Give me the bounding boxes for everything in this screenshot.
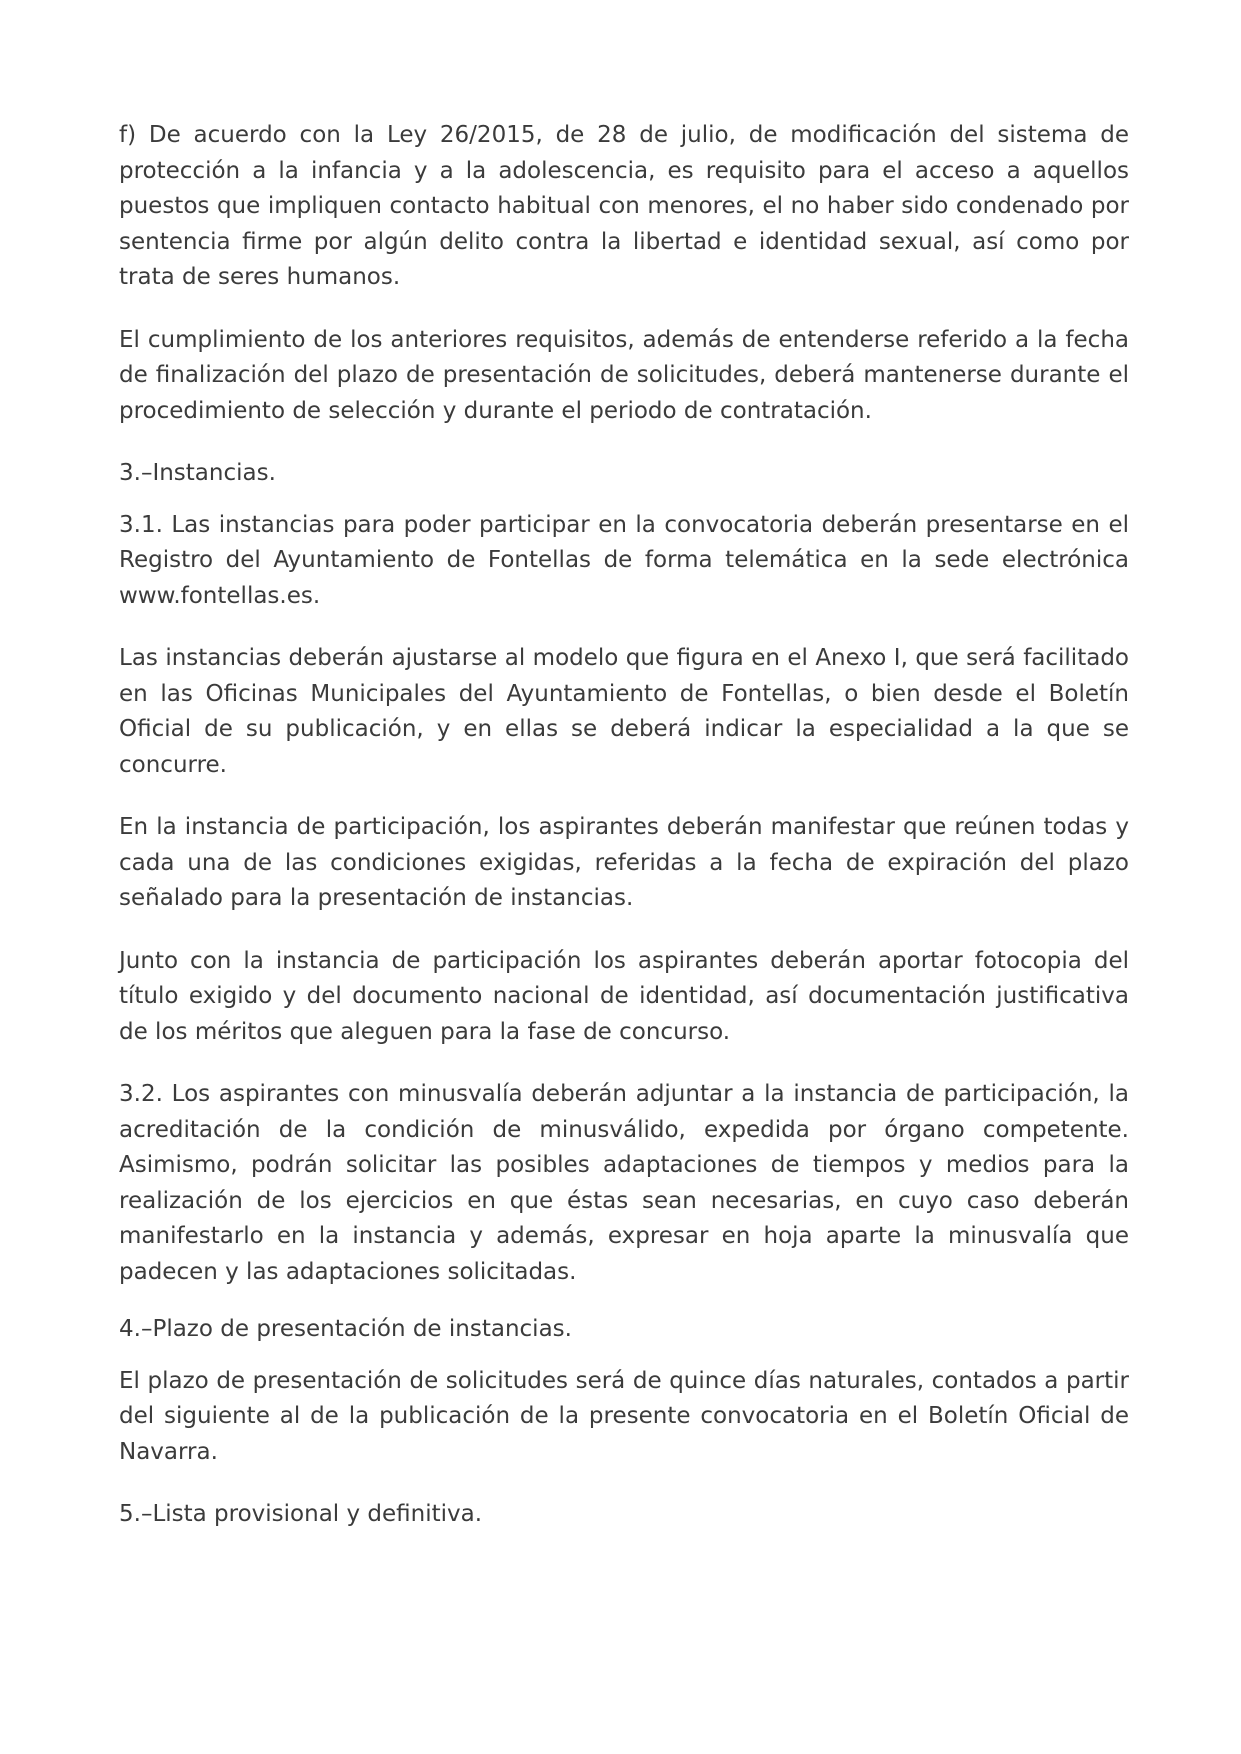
document-page [119,118,1129,1533]
paragraph-plazo-presentacion: El plazo de presentación de solicitudes será de quince días naturales, contados a partir del siguiente al de la publicación de la presente convocatoria en el Boletín Oficial de Navarra. [119,1367,1129,1465]
section-heading-instancias: 3.–Instancias. [119,460,276,486]
paragraph-3-1: 3.1. Las instancias para poder participar en la convocatoria deberán presentarse en el Registro del Ayuntamiento de Fontellas de forma telemática en la sede electrónica www.fontellas.es. [119,511,1129,609]
paragraph-requisito-f: f) De acuerdo con la Ley 26/2015, de 28 de julio, de modificación del sistema de protección a la infancia y a la adolescencia, es requisito para el acceso a aquellos puestos que impliquen contacto habitual con menores, el no haber sido condenado por sentencia firme por algún delito contra la libertad e identidad sexual, así como por trata de seres humanos. [119,122,1129,290]
paragraph-instancia-participacion: En la instancia de participación, los aspirantes deberán manifestar que reúnen todas y cada una de las condiciones exigidas, referidas a la fecha de expiración del plazo señalado para la presentación de instancias. [119,814,1129,911]
section-heading-lista: 5.–Lista provisional y definitiva. [119,1501,483,1527]
paragraph-modelo-anexo: Las instancias deberán ajustarse al modelo que figura en el Anexo I, que será facilitado en las Oficinas Municipales del Ayuntamiento de Fontellas, o bien desde el Boletín Oficial de su publicación, y en ellas se deberá indicar la especialidad a la que se concurre. [119,645,1129,778]
paragraph-documentacion: Junto con la instancia de participación los aspirantes deberán aportar fotocopia del título exigido y del documento nacional de identidad, así documentación justificativa de los méritos que aleguen para la fase de concurso. [119,947,1129,1045]
section-heading-plazo: 4.–Plazo de presentación de instancias. [119,1316,572,1342]
paragraph-cumplimiento-requisitos: El cumplimiento de los anteriores requisitos, además de entenderse referido a la fecha de finalización del plazo de presentación de solicitudes, deberá mantenerse durante el procedimiento de selección y durante el periodo de contratación. [119,326,1129,424]
paragraph-3-2: 3.2. Los aspirantes con minusvalía deberán adjuntar a la instancia de participación, la acreditación de la condición de minusválido, expedida por órgano competente. Asimismo, podrán solicitar las posibles adaptaciones de tiempos y medios para la realización de los ejercicios en que éstas sean necesarias, en cuyo caso deberán manifestarlo en la instancia y además, expresar en hoja aparte la minusvalía que padecen y las adaptaciones solicitadas. [119,1081,1129,1285]
